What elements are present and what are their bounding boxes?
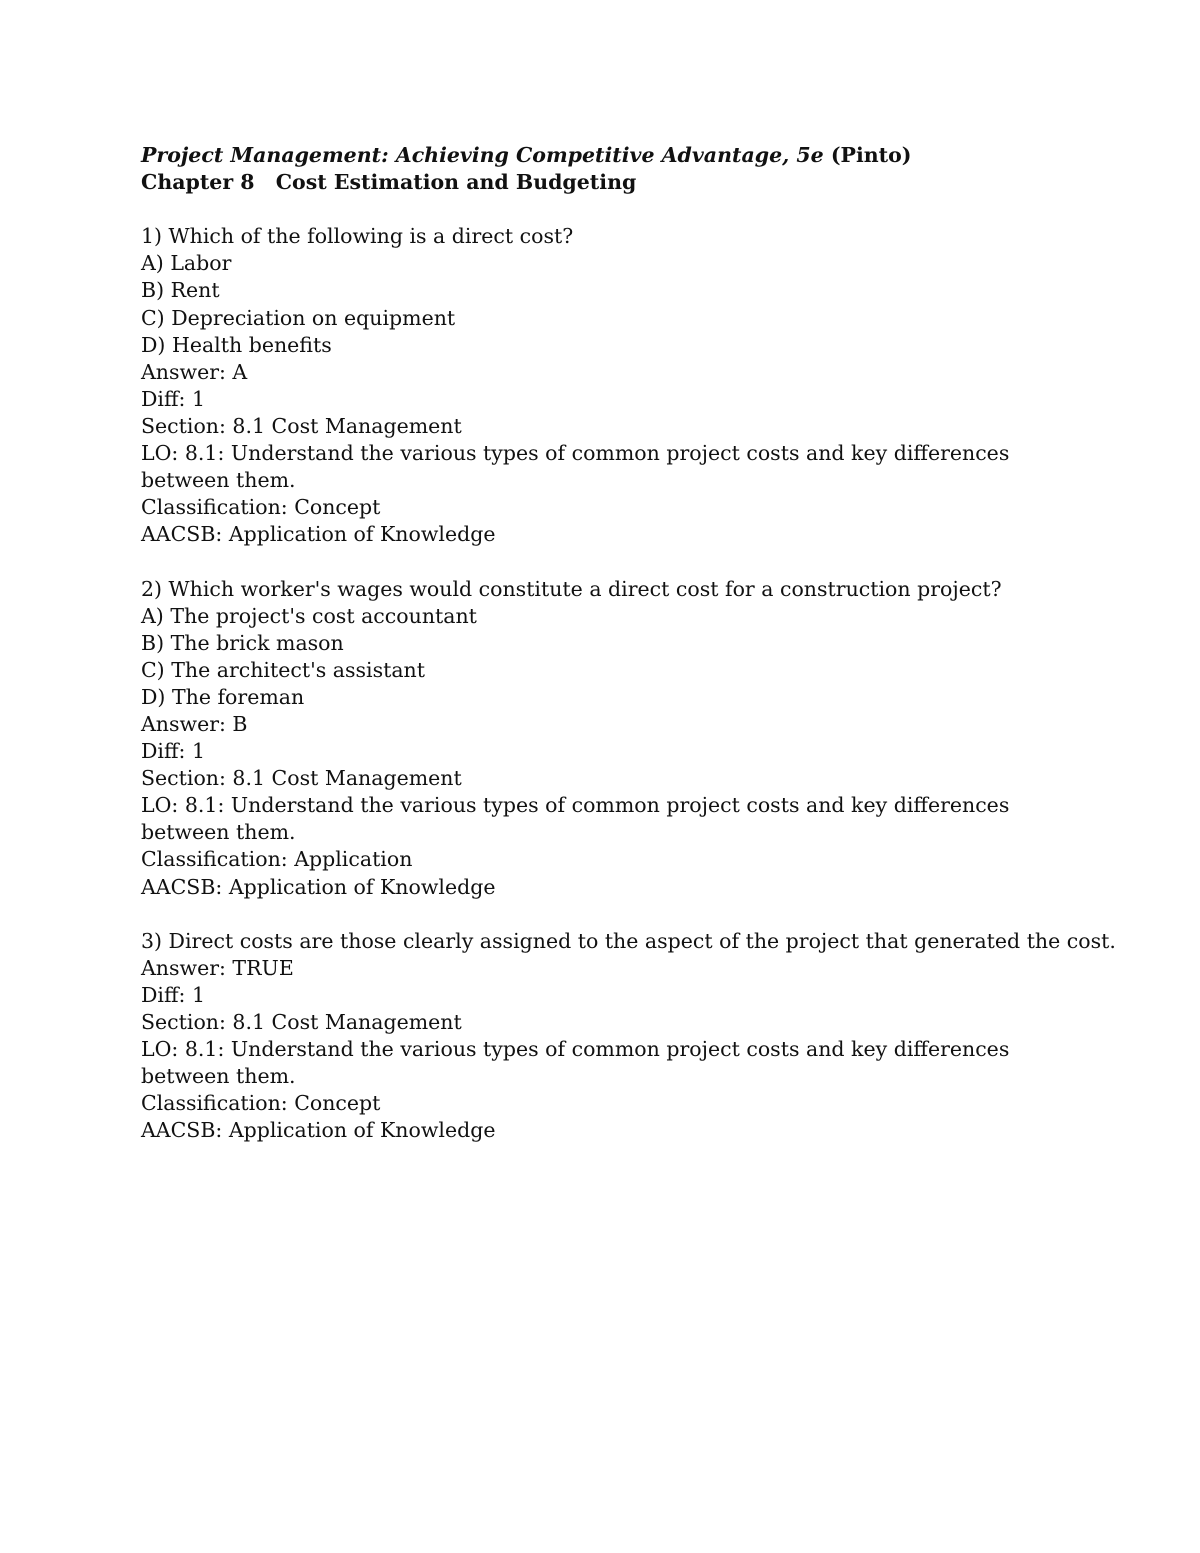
classification: Classification: Concept bbox=[141, 495, 381, 520]
document-page bbox=[141, 142, 1116, 1144]
chapter-title: Cost Estimation and Budgeting bbox=[275, 170, 637, 195]
question-3 bbox=[141, 928, 1116, 1145]
aacsb: AACSB: Application of Knowledge bbox=[141, 1118, 496, 1143]
classification: Classification: Concept bbox=[141, 1091, 381, 1116]
option-c: C) Depreciation on equipment bbox=[141, 305, 456, 330]
difficulty: Diff: 1 bbox=[141, 386, 206, 411]
chapter-label: Chapter 8 bbox=[141, 170, 255, 195]
book-title: Project Management: Achieving Competitive Advantage, 5e bbox=[141, 143, 824, 167]
option-d: D) The foreman bbox=[141, 684, 305, 709]
question-stem: 1) Which of the following is a direct cost? bbox=[141, 224, 574, 249]
option-d: D) Health benefits bbox=[141, 332, 332, 357]
option-a: A) The project's cost accountant bbox=[141, 603, 477, 628]
section: Section: 8.1 Cost Management bbox=[141, 413, 462, 438]
learning-objective: LO: 8.1: Understand the various types of common project costs and key differences between them. bbox=[141, 793, 1010, 845]
option-b: B) The brick mason bbox=[141, 630, 344, 655]
question-stem: 2) Which worker's wages would constitute a direct cost for a construction project? bbox=[141, 576, 1002, 601]
question-1 bbox=[141, 223, 1041, 548]
section: Section: 8.1 Cost Management bbox=[141, 766, 462, 791]
learning-objective: LO: 8.1: Understand the various types of common project costs and key differences between them. bbox=[141, 441, 1010, 493]
option-a: A) Labor bbox=[141, 251, 232, 276]
option-b: B) Rent bbox=[141, 278, 220, 303]
book-author: (Pinto) bbox=[830, 143, 912, 167]
answer: Answer: TRUE bbox=[141, 955, 294, 980]
option-c: C) The architect's assistant bbox=[141, 657, 425, 682]
aacsb: AACSB: Application of Knowledge bbox=[141, 874, 496, 899]
section: Section: 8.1 Cost Management bbox=[141, 1010, 462, 1034]
spacer bbox=[141, 196, 1041, 223]
aacsb: AACSB: Application of Knowledge bbox=[141, 522, 496, 547]
question-stem: 3) Direct costs are those clearly assigned to the aspect of the project that generated the cost. bbox=[141, 928, 1116, 953]
difficulty: Diff: 1 bbox=[141, 739, 206, 764]
chapter-heading bbox=[141, 169, 1041, 196]
answer: Answer: A bbox=[141, 359, 248, 384]
classification: Classification: Application bbox=[141, 847, 413, 872]
answer: Answer: B bbox=[141, 711, 248, 736]
document-title bbox=[141, 142, 1041, 169]
question-2 bbox=[141, 576, 1041, 901]
difficulty: Diff: 1 bbox=[141, 982, 206, 1007]
learning-objective: LO: 8.1: Understand the various types of common project costs and key differences between them. bbox=[141, 1037, 1010, 1089]
